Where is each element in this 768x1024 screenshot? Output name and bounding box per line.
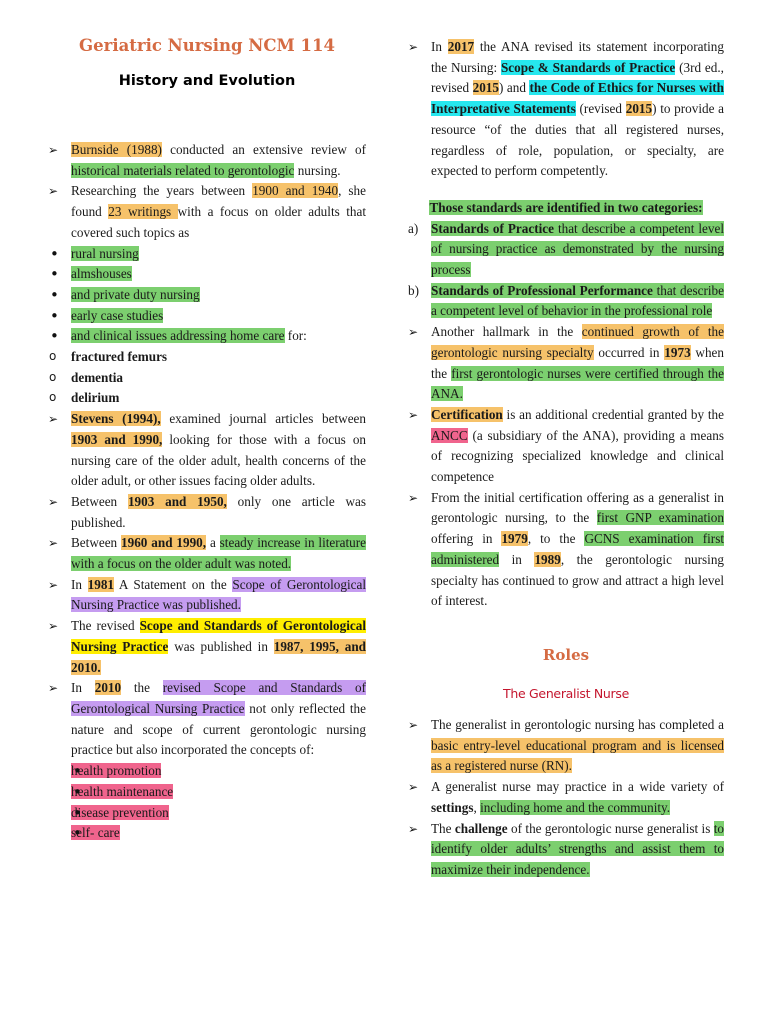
category-a: a) Standards of Practice that describe a competent level of nursing practice as demonstrated by the nursing process xyxy=(408,220,724,278)
bullet-initial-certification: ➢ From the initial certification offering as a generalist in gerontologic nursing, to the first GNP examination offering in 1979, to the GCNS examination first administered in 1989, the gerontologic nursing specialty has continued to grow and attract a high level of interest. xyxy=(408,488,724,612)
right-list xyxy=(408,37,724,881)
bullet-stevens: ➢ Stevens (1994), examined journal articles between 1903 and 1990, looking for those with a focus on nursing care of the older adult, health concerns of the older adult, or other issues facing older adults. xyxy=(48,409,366,492)
concept-item: • health promotion xyxy=(48,761,366,782)
bullet-between-1903: ➢ Between 1903 and 1950, only one article was published. xyxy=(48,492,366,533)
categories-heading: Those standards are identified in two categories: xyxy=(429,199,703,215)
bullet-generalist-2: ➢ A generalist nurse may practice in a wide variety of settings, including home and the community. xyxy=(408,777,724,818)
bullet-generalist-1: ➢ The generalist in gerontologic nursing has completed a basic entry-level educational program and is licensed as a registered nurse (RN). xyxy=(408,715,724,777)
generalist-heading: The Generalist Nurse xyxy=(503,685,629,701)
concept-item: • self- care xyxy=(48,823,366,844)
bullet-hallmark: ➢ Another hallmark in the continued growth of the gerontologic nursing specialty occurred in 1973 when the first gerontologic nurses were certified through the ANA. xyxy=(408,322,724,405)
condition-item: o fractured femurs xyxy=(48,347,366,368)
bullet-2017: ➢ In 2017 the ANA revised its statement incorporating the Nursing: Scope & Standards of Practice (3rd ed., revised 2015) and the Code of Ethics for Nurses with Interpretative Statements (revised 2015) to provide a resource “of the duties that all registered nurses, regardless of role, population, or specialty, are expected to perform competently. xyxy=(408,37,724,182)
bullet-revised: ➢ The revised Scope and Standards of Gerontological Nursing Practice was published in 1987, 1995, and 2010. xyxy=(48,616,366,678)
bullet-between-1960: ➢ Between 1960 and 1990, a steady increase in literature with a focus on the older adult was noted. xyxy=(48,533,366,574)
roles-heading: Roles xyxy=(542,645,590,664)
category-b: b) Standards of Professional Performance that describe a competent level of behavior in the professional role xyxy=(408,282,724,319)
topic-item: • early case studies xyxy=(48,306,366,327)
bullet-generalist-3: ➢ The challenge of the gerontologic nurse generalist is to identify older adults’ strengths and assist them to maximize their independence. xyxy=(408,819,724,881)
bullet-1981: ➢ In 1981 A Statement on the Scope of Gerontological Nursing Practice was published. xyxy=(48,575,366,616)
left-list xyxy=(48,140,366,844)
concept-item: • disease prevention xyxy=(48,803,366,824)
topic-item: • rural nursing xyxy=(48,244,366,265)
page-subtitle: History and Evolution xyxy=(118,73,296,89)
condition-item: o dementia xyxy=(48,368,366,389)
bullet-researching: ➢ Researching the years between 1900 and 1940, she found 23 writings with a focus on older adults that covered such topics as xyxy=(48,181,366,243)
bullet-certification: ➢ Certification is an additional credential granted by the ANCC (a subsidiary of the ANA), providing a means of recognizing specialized knowledge and clinical competence xyxy=(408,405,724,488)
concept-item: • health maintenance xyxy=(48,782,366,803)
condition-item: o delirium xyxy=(48,388,366,409)
bullet-2010: ➢ In 2010 the revised Scope and Standards of Gerontological Nursing Practice not only reflected the nature and scope of current gerontologic nursing practice but also incorporated the concepts of: xyxy=(48,678,366,761)
topic-item: • and private duty nursing xyxy=(48,285,366,306)
topic-item: • and clinical issues addressing home care for: xyxy=(48,326,366,347)
topic-item: • almshouses xyxy=(48,264,366,285)
bullet-burnside: ➢ Burnside (1988) conducted an extensive review of historical materials related to gerontologic nursing. xyxy=(48,140,366,181)
page-title: Geriatric Nursing NCM 114 xyxy=(79,36,335,55)
